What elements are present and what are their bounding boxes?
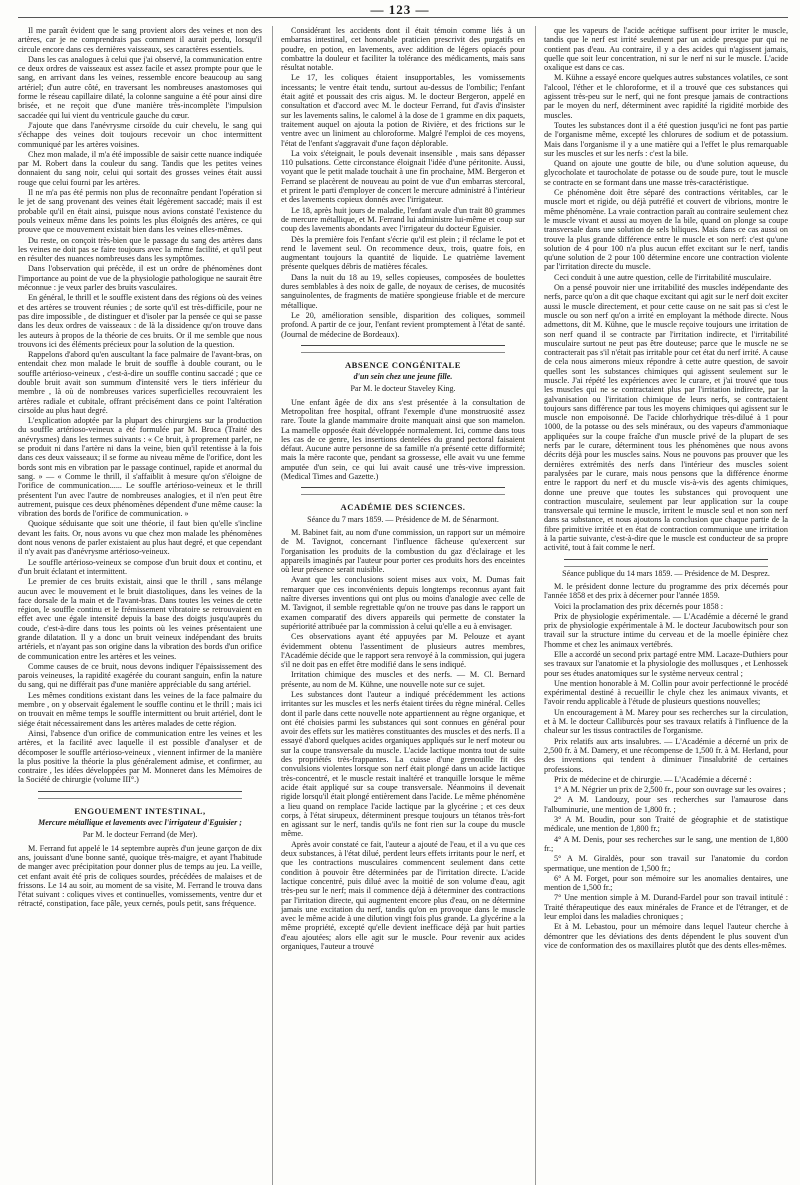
- column-1: [18, 26, 262, 1185]
- separator-rule: [38, 791, 242, 799]
- col1-body: [18, 26, 262, 785]
- paragraph: Ceci conduit à une autre question, celle de l'irritabilité musculaire.: [554, 272, 772, 282]
- paragraph: Dans les cas analogues à celui que j'ai observé, la communication entre ce deux ordres de vaisseaux est assez facile et assez prompte pour que le sang, en arrivant dans les veines, ressemble encore beaucoup au sang artériel; d'un autre côté, en traversant les nombreuses anastomoses qui forme le réseau capillaire dilaté, la colonne sanguine a été pour ainsi dire brisée, et ne reçoit que d'une manière très-incomplète l'impulsion saccadée qui lui vient du ventricule gauche du cœur.: [18, 54, 262, 120]
- section-title-absence: ABSENCE CONGÉNITALE: [344, 359, 462, 370]
- paragraph: Le premier de ces bruits existait, ainsi que le thrill , sans mélange aucun avec le mouvement et le bruit diastoliques, dans les veines de la face dorsale de la main et de l'avant-bras. Dans toutes les veines de cette région, le souffle continu et le frémissement vibratoire se retrouvaient en effet avec une égale intensité depuis la base des doigts jusqu'auprès du coude, c'est-à-dire dans tous les points où les veines présentaient une grande dilatation. Il y a donc un bruit veineux indépendant des bruits artériels, et n'ayant pas son origine dans la vibration des bords d'un orifice de communication entre les artères et les veines.: [18, 577, 262, 661]
- paragraph: On a pensé pouvoir nier une irritabilité des muscles indépendante des nerfs, parce qu'on a dit que chaque excitant qui agit sur le nerf doit exciter aussi le muscle directement, et pour cette cause on ne sait pas si c'est le muscle ou son nerf qu'on a irrité en employant la méthode directe. Nous admettons, dit M. Kühne, que le muscle reçoive toujours une irritation de son nerf quand il se contracte par l'irritation indirecte, et l'irritabilité musculaire surtout ne peut pas être douteuse; parce que le muscle ne se contracterait pas s'il n'était pas irritable pour cet état du nerf irrité. A cause de cela nous aimerons mieux répondre à cette autre question, de savoir quelles sont les substances chimiques qui agissent seulement sur le muscle. J'ai répété les expériences avec le curare, et j'ai trouvé que tous les muscles qui ne se contractaient plus par l'irritation indirecte, par la galvanisation ou l'irritation chimique de leurs nerfs, se contractaient toujours sans différence par tous les moyens chimiques qui agissent sur le muscle non empoisonné. De l'acide chlorhydrique très-dilué à 1 pour 1000, de la potasse ou des sels minéraux, ou des vapeurs d'ammoniaque appliquées sur la coupe fraîche d'un muscle privé de la plupart de ses nerfs par le curare, déterminent tous les phénomènes que nous avons décrits déjà pour les muscles sains. Nous ne pouvons pas prouver que les dernières extrémités des nerfs dans l'intérieur des muscles soient paralysées par le curare, mais nous pensons que la différence énorme entre le rapport du nerf et du muscle vis-à-vis des agents chimiques, donne une preuve que toutes les substances qui provoquent une contraction musculaire, seulement par leur application sur la coupe transversale qui termine le muscle, irritent le muscle seul et non son nerf dans sa substance, et nous ajoutons la conclusion que chaque partie de la fibre primitive irritée et en état de contraction communique une irritation à la partie suivante, c'est-à-dire que le muscle est conducteur de sa propre activité, tout à fait comme le nerf.: [544, 283, 788, 553]
- paragraph: L'explication adoptée par la plupart des chirurgiens sur la production du souffle artérioso-veineux a été formulée par M. Broca (Traité des anévrysmes) dans les termes suivants : « Ce bruit, à proprement parler, ne se produit ni dans l'artère ni dans la veine, bien qu'il retentisse à la fois dans ces deux vaisseaux; il se forme au niveau même de l'orifice, dont les bords sont mis en vibration par le passage continuel, rapide et anormal du sang. » — « Comme le thrill, il s'affaiblit à mesure qu'on s'éloigne de l'orifice de communication...... Le souffle artérioso-veineux et le thrill présentent l'un avec l'autre de nombreuses analogies, et il n'en peut être autrement, puisque ces deux phénomènes dépendent d'une même cause: la vibration des bords de l'orifice de communication. »: [18, 416, 262, 519]
- column-2: [272, 26, 525, 1185]
- byline-king: Par M. le docteur Staveley King.: [350, 384, 456, 394]
- paragraph: 4° A M. Denis, pour ses recherches sur le sang, une mention de 1,800 fr.;: [544, 834, 788, 853]
- paragraph: La voix s'éteignait, le pouls devenait insensible , mais sans dépasser 110 pulsations. Cette circonstance éloignait l'idée d'une péritonite. Aussi, voyant que le petit malade touchait à une fin prochaine, MM. Bergeron et Ferrand se placèrent de nouveau au point de vue d'un embarras stercoral, et prirent le parti d'employer de concert le mercure administré à l'intérieur et des lavements copieux donnés avec l'irrigateur.: [281, 148, 525, 205]
- separator-rule: [564, 559, 768, 567]
- col2-section4-body: [281, 528, 525, 951]
- paragraph: 2° A M. Landouzy, pour ses recherches sur l'amaurose dans l'albuminurie, une mention de 1,800 fr. ;: [544, 795, 788, 814]
- section-subtitle-absence: d'un sein chez une jeune fille.: [353, 372, 453, 382]
- paragraph: Dès la première fois l'enfant s'écrie qu'il est plein ; il réclame le pot et rend le lavement seul. On recommence deux, trois, quatre fois, en augmentant toujours la quantité de liquide. Le quatrième lavement présente quelques débris de matières fécales.: [281, 234, 525, 272]
- paragraph: Quoique séduisante que soit une théorie, il faut bien qu'elle s'incline devant les faits. Or, nous avons vu que chez mon malade les phénomènes dont nous venons de parler existaient au plus haut degré, et que cependant il n'y avait pas d'anévrysme artérioso-veineux.: [18, 519, 262, 557]
- paragraph: Voici la proclamation des prix décernés pour 1858 :: [554, 601, 724, 611]
- paragraph: Prix de physiologie expérimentale. — L'Académie a décerné le grand prix de physiologie expérimentale à M. le docteur Jacubowitsch pour son travail sur la structure intime du cerveau et de la moelle épinière chez l'homme et chez les animaux vertébrés.: [544, 611, 788, 649]
- paragraph: J'ajoute que dans l'anévrysme cirsoïde du cuir chevelu, le sang qui s'échappe des veines doit toujours recevoir un choc intermittent communiqué par les artères voisines.: [18, 120, 262, 149]
- col3-body: [544, 26, 788, 553]
- paragraph: Prix relatifs aux arts insalubres. — L'Académie a décerné un prix de 2,500 fr. à M. Damery, et une récompense de 1,500 fr. à M. Herland, pour des inventions qui tendent à diminuer l'insalubrité de certaines professions.: [544, 736, 788, 774]
- col3-section5-body: [544, 582, 788, 950]
- paragraph: Après avoir constaté ce fait, l'auteur a ajouté de l'eau, et il a vu que ces deux substances, à l'état dilué, perdent leurs effets irritants pour le nerf, et que les contractions musculaires commencent seulement dans cette condition à pouvoir être déterminées par de l'irritation directe. L'acide lactique concentré, puis dilué avec la moitié de son volume d'eau, agit très-peu sur le nerf; mais il commence déjà à déterminer des contractions par l'irritation directe, qui augmentent encore plus d'eau, on ne détermine jamais une excitation du nerf, tandis qu'on en provoque dans le muscle avec le même acide à une dilution vingt fois plus grande. La glycérine a la même propriété, excepté qu'elle devient inefficace déjà par huit parties d'eau ajoutées; alors elle agit sur le muscle. Pour revenir aux acides organiques, l'auteur a trouvé: [281, 839, 525, 952]
- separator-rule: [301, 487, 505, 495]
- paragraph: Ce phénomène doit être séparé des contractions véritables, car le muscle mort et rigide, ou déjà putréfié et couvert de vibrions, montre le même phénomène. La vraie contraction paraît au contraire seulement chez le muscle vivant et aussi au moyen de la bile, quand on plonge sa coupe transversale dans une solution de sels biliques. Mais dans ce cas aussi on trouve la plus grande différence entre le muscle et son nerf: c'est qu'une solution de 4 pour 100 n'a plus aucun effet excitant sur le nerf, tandis qu'une solution de 2 pour 100 détermine encore une contraction violente par l'irritation directe du muscle.: [544, 188, 788, 272]
- byline-ferrand: Par M. le docteur Ferrand (de Mer).: [82, 830, 198, 840]
- paragraph: 6° A M. Forget, pour son mémoire sur les anomalies dentaires, une mention de 1,500 fr.;: [544, 873, 788, 893]
- col2-section3-body: [281, 398, 525, 482]
- section-subtitle-engouement: Mercure métallique et lavements avec l'irrigateur d'Eguisier ;: [38, 818, 242, 828]
- col1-section2-body: [18, 844, 262, 909]
- paragraph: M. le président donne lecture du programme des prix décernés pour l'année 1858 et des prix à décerner pour l'année 1859.: [544, 581, 788, 601]
- paragraph: En général, le thrill et le souffle existent dans des régions où des veines et des artères se trouvent réunies ; de sorte qu'il est très-difficile, pour ne pas dire impossible , de distinguer et d'isoler par la pensée ce qui se passe dans les deux ordres de vaisseaux : de là la dissidence qu'on trouve dans les auteurs à propos de la théorie de ces bruits. Or il me semble que nous trouvons ici des éléments précieux pour la solution de la question.: [18, 293, 262, 349]
- paragraph: Elle a accordé un second prix partagé entre MM. Lacaze-Duthiers pour ses travaux sur l'anatomie et la physiologie des mollusques , et Lenhossek pour ses études anatomiques sur le système nerveux central ;: [544, 650, 788, 678]
- section-title-academie: ACADÉMIE DES SCIENCES.: [340, 502, 466, 513]
- paragraph: Chez mon malade, il m'a été impossible de saisir cette nuance indiquée par M. Robert dans la couleur du sang. Tandis que les petites veines donnaient du sang noir, celui qui sortait des grosses veines était aussi rouge que celui fourni par les artères.: [18, 149, 262, 187]
- paragraph: Et à M. Lebastou, pour un mémoire dans lequel l'auteur cherche à démontrer que les déviations des dents dépendent le plus souvent d'un vice de conformation des os maxillaires plutôt que des dents elles-mêmes.: [544, 922, 788, 950]
- paragraph: 5° A M. Giraldès, pour son travail sur l'anatomie du cordon spermatique, une mention de 1,500 fr.;: [544, 854, 788, 873]
- paragraph: 1° A M. Négrier un prix de 2,500 fr., pour son ouvrage sur les ovaires ;: [554, 785, 786, 795]
- paragraph: Avant que les conclusions soient mises aux voix, M. Dumas fait remarquer que ces inconvénients depuis longtemps reconnus ayant fait naître diverses inventions qui ont plus ou moins d'analogie avec celle de M. Tavignot, il semble regrettable qu'on ne trouve pas dans le rapport un examen comparatif des divers appareils qui permette de constater la supériorité attribuée par la commission à celui qu'elle a eu à envisager.: [281, 575, 525, 631]
- paragraph: Il ne m'a pas été permis non plus de reconnaître pendant l'opération si le jet de sang provenant des veines était légèrement saccadé; mais il est probable qu'il en était ainsi, puisque nous avions constaté l'existence du pouls veineux même dans les points les plus éloignés des artères, ce qui prouve que ce mouvement existait bien dans les veines elles-mêmes.: [18, 188, 262, 235]
- paragraph: Ainsi, l'absence d'un orifice de communication entre les veines et les artères, et la facilité avec laquelle il est possible d'analyser et de décomposer le souffle artérioso-veineux , viennent infirmer de la manière la plus positive la théorie la plus généralement admise, et confirmer, au contraire , les idées développées par M. Monneret dans les Mémoires de la Société de chirurgie (volume III°.): [18, 728, 262, 785]
- paragraph: M. Ferrand fut appelé le 14 septembre auprès d'un jeune garçon de dix ans, jouissant d'une bonne santé, quoique très-maigre, et ayant l'habitude de manger avec précipitation pour donner plus de temps au jeu. La veille, cet enfant avait été pris de coliques sourdes, précédées de malaises et de frissons. Le 14 au soir, au moment de sa visite, M. Ferrand le trouva dans l'état suivant : coliques vives et continuelles, vomissements, ventre dur et rétracté, constipation, face pâle, yeux cernés, pouls petit, sans fréquence.: [18, 843, 262, 909]
- paragraph: Le 17, les coliques étaient insupportables, les vomissements incessants; le ventre était tendu, surtout au-dessus de l'ombilic; l'enfant était agité et poussait des cris aigus. M. le docteur Bergeron, appelé en consultation et d'accord avec M. le docteur Ferrand, fut d'avis d'insister sur les lavements salins, le calomel à la dose de 1 gramme en dix paquets, traitement auquel on ajouta la potion de Rivière, et des frictions sur le ventre avec un liniment au chloroforme. Malgré l'emploi de ces moyens, l'état de l'enfant s'aggravait d'une façon déplorable.: [281, 73, 525, 148]
- paragraph: Rappelons d'abord qu'en auscultant la face palmaire de l'avant-bras, on entendait chez mon malade le bruit de souffle à double courant, ou le souffle artérioso-veineux , c'est-à-dire un souffle continu saccadé ; que ce double bruit avait son summum d'intensité vers le tiers inférieur du membre , là où de nombreuses varices superficielles recouvraient les artères radiale et cubitale, offrant précisément dans ce point l'altération cirsoïde au plus haut degré.: [18, 350, 262, 415]
- paragraph: Du reste, on conçoit très-bien que le passage du sang des artères dans les veines ne doit pas se faire toujours avec la même facilité, et qu'il peut en résulter des nuances nombreuses dans les symptômes.: [18, 235, 262, 264]
- paragraph: Dans la nuit du 18 au 19, selles copieuses, composées de boulettes dures semblables à des noix de galle, de noyaux de cerises, de mucosités sanguinolentes, de fragments de matière spongieuse friable et de mercure métallique.: [281, 272, 525, 310]
- columns: [18, 26, 788, 1185]
- byline-seance-14-mars: Séance publique du 14 mars 1859. — Présidence de M. Desprez.: [562, 568, 770, 578]
- paragraph: Le souffle artérioso-veineux se compose d'un bruit doux et continu, et d'un bruit éclatant et intermittent.: [18, 557, 262, 576]
- column-3: [535, 26, 788, 1185]
- byline-seance-7-mars: Séance du 7 mars 1859. — Présidence de M. de Sénarmont.: [307, 514, 499, 524]
- paragraph: Les substances dont l'auteur a indiqué précédemment les actions irritantes sur les muscles et les nerfs étaient tirées du règne minéral. Celles dont il parle dans cette nouvelle note appartiennent au règne organique, et ont été choisies parmi les substances qui sont connues en général pour avoir des effets sur les matières constituantes des muscles et des nerfs. Il a essayé d'abord quelques acides organiques appliqués sur le nerf moteur ou sur la coupe transversale du muscle. L'acide lactique montra tout de suite des propriétés très-frappantes. La cuisse d'une grenouille fit des convulsions violentes lorsque son nerf était plongé dans un acide lactique très-concentré, et le muscle restait inaltéré et tranquille lorsque le même acide était appliqué sur sa coupe transversale. Néanmoins il devenait rigide lorsqu'il était plongé entièrement dans l'acide. Le même phénomène a lieu quand on remplace l'acide lactique par la glycérine ; et ces deux corps, à l'état sirupeux, déterminent presque toujours un tétanos très-fort en agissant sur le nerf, tandis qu'ils ne font rien sur la coupe du muscle même.: [281, 690, 525, 839]
- paragraph: Dans l'observation qui précède, il est un ordre de phénomènes dont l'importance au point de vue de la physiologie pathologique ne saurait être méconnue : je veux parler des bruits vasculaires.: [18, 264, 262, 293]
- paragraph: Ces observations ayant été appuyées par M. Pelouze et ayant évidemment obtenu l'assentiment de plusieurs autres membres, l'Académie décide que le rapport sera renvoyé à la commission, qui jugera s'il ne doit pas en effet être modifié dans le sens indiqué.: [281, 632, 525, 670]
- paragraph: Considérant les accidents dont il était témoin comme liés à un embarras intestinal, cet honorable praticien prescrivit des purgatifs en poudre, en potion, en lavements, avec addition de légers opiacés pour combattre la douleur et faciliter la tolérance des médicaments, mais sans résultat notable.: [281, 26, 525, 73]
- paragraph: Une mention honorable à M. Collin pour avoir perfectionné le procédé expérimental destiné à recueillir le chyle chez les animaux vivants, et l'avoir rendu applicable à l'étude de plusieurs questions nouvelles;: [544, 678, 788, 707]
- paragraph: Une enfant âgée de dix ans s'est présentée à la consultation de Metropolitan free hospital, offrant l'exemple d'une monstruosité assez rare. Toute la glande mammaire droite manquait ainsi que son mamelon. La mamelle opposée était développée normalement. Ici, comme dans tous les cas de ce genre, les insertions dentelées du grand pectoral faisaient défaut. Aucune autre personne de sa famille n'a présenté cette difformité; mais la mère raconte que, pendant sa grossesse, elle avait vu une femme amputée d'un sein, ce qui lui avait causé une très-vive impression. (Medical Times and Gazette.): [281, 397, 525, 482]
- paragraph: 7° Une mention simple à M. Durand-Fardel pour son travail intitulé : Traité thérapeutique des eaux minérales de France et de l'étranger, et de leur emploi dans les maladies chroniques ;: [544, 893, 788, 922]
- header-rule: [18, 17, 788, 18]
- col2-body: [281, 26, 525, 339]
- paragraph: M. Babinet fait, au nom d'une commission, un rapport sur un mémoire de M. Tavignot, concernant l'influence fâcheuse qu'exercent sur l'organisation les produits de la combustion du gaz d'éclairage et les appareils imaginés par l'auteur pour porter ces produits hors des enceintes où leur présence serait nuisible.: [281, 527, 525, 575]
- paragraph: Toutes les substances dont il a été question jusqu'ici ne font pas partie de l'organisme même, excepté les chlorures de sodium et de potassium. Mais dans l'organisme il y a une matière qui a l'effet le plus remarquable sur les muscles et sur les nerfs : c'est la bile.: [544, 120, 788, 158]
- paragraph: Le 18, après huit jours de maladie, l'enfant avale d'un trait 80 grammes de mercure métallique, et M. Ferrand lui administre lui-même et coup sur coup des lavements abondants avec l'irrigateur du docteur Eguisier.: [281, 205, 525, 234]
- section-title-engouement: ENGOUEMENT INTESTINAL,: [74, 805, 206, 816]
- page-number: — 123 —: [370, 2, 430, 17]
- paragraph: Quand on ajoute une goutte de bile, ou d'une solution aqueuse, du glycocholate et taurocholate de potasse ou de soude pure, tout le muscle se contracte en se formant dans une masse très-caractéristique.: [544, 159, 788, 187]
- paragraph: Un encouragement à M. Marey pour ses recherches sur la circulation, et à M. le docteur Calliburcès pour ses travaux relatifs à l'influence de la chaleur sur les tissus contractiles de l'organisme.: [544, 707, 788, 736]
- paragraph: Comme causes de ce bruit, nous devons indiquer l'épaississement des parois veineuses, la rapidité exagérée du courant sanguin, enfin la nature du sang, qui ne différait pas d'une manière appréciable du sang artériel.: [18, 661, 262, 690]
- separator-rule: [301, 345, 505, 353]
- paragraph: que les vapeurs de l'acide acétique suffisent pour irriter le muscle, tandis que le nerf est irrité seulement par un acide presque pur qui ne contient pas d'eau. Au contraire, il y a des acides qui n'agissent jamais, quelle que soit leur concentration, ni sur le nerf ni sur le muscle. L'acide oxalique est dans ce cas.: [544, 26, 788, 73]
- paragraph: Le 20, amélioration sensible, disparition des coliques, sommeil profond. A partir de ce jour, l'enfant revient promptement à l'état de santé. (Journal de médecine de Bordeaux).: [281, 310, 525, 339]
- paragraph: Prix de médecine et de chirurgie. — L'Académie a décerné :: [554, 774, 752, 784]
- paragraph: Il me paraît évident que le sang provient alors des veines et non des artères, car je ne comprendrais pas comment il aurait perdu, lorsqu'il circule encore dans ces dernières vaisseaux, ses caractères essentiels.: [18, 26, 262, 54]
- paragraph: 3° A M. Boudin, pour son Traité de géographie et de statistique médicale, une mention de 1,800 fr.;: [544, 815, 788, 834]
- paragraph: M. Kühne a essayé encore quelques autres substances volatiles, ce sont l'alcool, l'éther et le chloroforme, et il a trouvé que ces substances qui agissent très-peu sur le nerf, qui ne font presque jamais de contractions par le moyen du nerf, déterminent avec rapidité la rigidité morbide des muscles.: [544, 73, 788, 120]
- paragraph: Irritation chimique des muscles et des nerfs. — M. Cl. Bernard présente, au nom de M. Kühne, une nouvelle note sur ce sujet.: [281, 670, 525, 689]
- paragraph: Les mêmes conditions existant dans les veines de la face palmaire du membre , on y observait également le souffle continu et le thrill ; mais ici on trouvait en même temps le souffle intermittent ou bruit artériel, dont le siége était nécessairement dans les artères malades de cette région.: [18, 690, 262, 728]
